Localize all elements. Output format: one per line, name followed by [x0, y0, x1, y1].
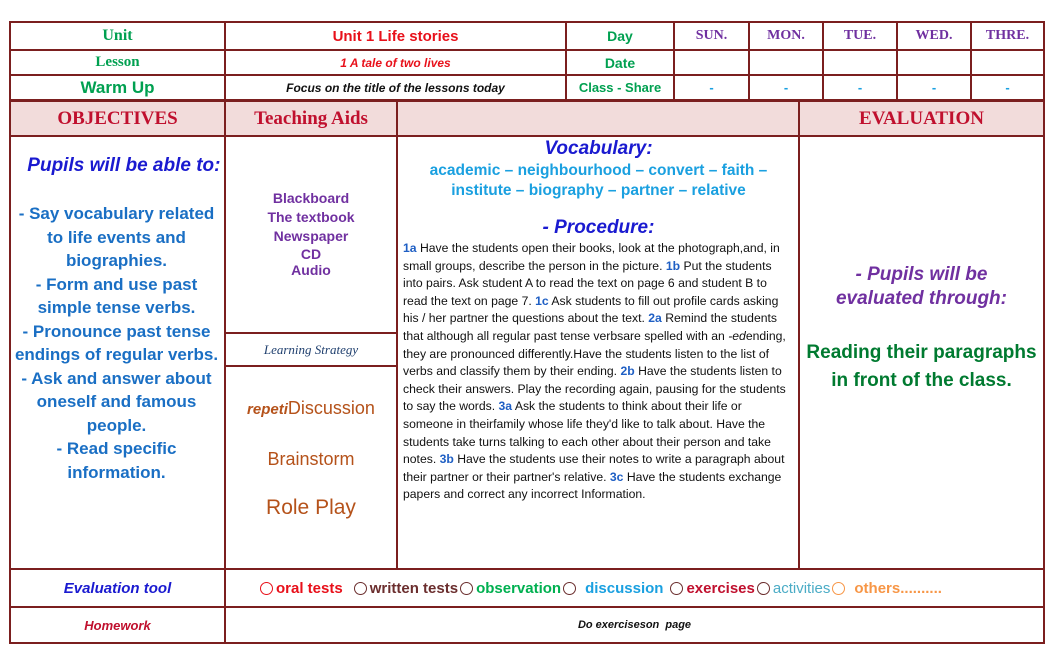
option-discussion[interactable]: discussion — [561, 580, 663, 597]
objective-item: - Ask and answer about oneself and famous people. — [21, 368, 212, 435]
class-share-thu: - — [972, 76, 1043, 101]
class-share-sun: - — [675, 76, 750, 101]
warmup-label-cell — [11, 76, 226, 101]
day-mon: MON. — [750, 23, 824, 51]
evaluation-tool-label-cell — [11, 570, 226, 608]
homework-value-cell — [226, 608, 1043, 642]
aid-item: Newspaper — [273, 228, 349, 244]
lesson-plan-table — [9, 21, 1045, 644]
evaluation-tool-label: Evaluation tool — [63, 579, 172, 597]
day-sun: SUN. — [675, 23, 750, 51]
vocabulary-title: Vocabulary: — [544, 138, 653, 159]
evaluation-header: EVALUATION — [800, 101, 1043, 137]
option-exercises[interactable]: exercises — [668, 580, 754, 597]
lesson-value: 1 A tale of two lives — [340, 55, 451, 70]
class-share-label: Class - Share — [578, 80, 662, 95]
radio-circle-icon[interactable] — [460, 582, 473, 595]
objectives-intro: Pupils will be able to: — [27, 155, 221, 176]
objectives-list — [11, 202, 224, 484]
day-thu: THRE. — [972, 23, 1043, 51]
radio-circle-icon[interactable] — [670, 582, 683, 595]
day-wed: WED. — [898, 23, 972, 51]
radio-circle-icon[interactable] — [563, 582, 576, 595]
lesson-value-cell — [226, 51, 567, 76]
aid-item: Blackboard — [272, 190, 350, 206]
homework-label-cell — [11, 608, 226, 642]
option-oral-tests[interactable]: oral tests — [258, 580, 343, 597]
lesson-label-cell — [11, 51, 226, 76]
date-thu — [972, 51, 1043, 76]
strategy-item: Role Play — [266, 496, 356, 519]
homework-value: Do exerciseson page — [577, 619, 692, 631]
warmup-value: Focus on the title of the lessons today — [286, 80, 505, 95]
class-share-tue: - — [824, 76, 898, 101]
objective-item: - Say vocabulary related to life events and biographies. — [18, 204, 215, 270]
strategy-item: repetiDiscussion — [247, 398, 375, 418]
objectives-cell — [11, 137, 226, 570]
objective-item: - Pronounce past tense endings of regular verbs. — [14, 321, 219, 364]
class-share-label-cell — [567, 76, 675, 101]
evaluation-cell — [800, 137, 1043, 570]
evaluation-tool-options — [226, 570, 1043, 608]
date-sun — [675, 51, 750, 76]
date-tue — [824, 51, 898, 76]
objective-item: - Form and use past simple tense verbs. — [35, 274, 198, 317]
date-label: Date — [604, 54, 636, 71]
homework-label: Homework — [84, 617, 151, 633]
evaluation-intro: - Pupils will be evaluated through: — [835, 264, 1007, 309]
unit-value-cell — [226, 23, 567, 51]
learning-strategy-cell — [226, 367, 398, 570]
date-label-cell — [567, 51, 675, 76]
unit-label-cell — [11, 23, 226, 51]
class-share-mon: - — [750, 76, 824, 101]
date-wed — [898, 51, 972, 76]
teaching-aids-header: Teaching Aids — [226, 101, 398, 137]
procedure-cell — [398, 137, 800, 570]
aid-item: The textbook — [267, 209, 355, 225]
warmup-label: Warm Up — [80, 77, 155, 97]
learning-strategy-label-cell — [226, 334, 398, 367]
aid-item: Audio — [291, 262, 331, 278]
option-observation[interactable]: observation — [458, 580, 561, 597]
radio-circle-icon[interactable] — [260, 582, 273, 595]
option-activities[interactable]: activities — [755, 580, 831, 597]
option-others[interactable]: others.......... — [830, 580, 942, 597]
option-written-tests[interactable]: written tests — [352, 580, 458, 597]
unit-value: Unit 1 Life stories — [332, 27, 459, 45]
learning-strategy-label: Learning Strategy — [263, 341, 359, 357]
objectives-header: OBJECTIVES — [11, 101, 226, 137]
radio-circle-icon[interactable] — [757, 582, 770, 595]
warmup-value-cell — [226, 76, 567, 101]
day-tue: TUE. — [824, 23, 898, 51]
aid-item: CD — [300, 246, 322, 262]
class-share-wed: - — [898, 76, 972, 101]
strategy-item: Brainstorm — [267, 449, 355, 469]
teaching-aids-list — [267, 189, 354, 279]
day-label-cell — [567, 23, 675, 51]
vocabulary-list: academic – neighbourhood – convert – faith – institute – biography – partner – relative — [429, 162, 768, 199]
day-label: Day — [607, 28, 633, 44]
teaching-aids-cell — [226, 137, 398, 334]
unit-label: Unit — [102, 27, 133, 44]
radio-circle-icon[interactable] — [832, 582, 845, 595]
radio-circle-icon[interactable] — [354, 582, 367, 595]
evaluation-method: Reading their paragraphs in front of the class. — [806, 342, 1037, 391]
objective-item: - Read specific information. — [56, 439, 177, 482]
date-mon — [750, 51, 824, 76]
procedure-title: - Procedure: — [542, 217, 655, 238]
procedure-header — [398, 101, 800, 137]
lesson-label: Lesson — [95, 54, 140, 70]
procedure-text: 1a Have the students open their books, look at the photograph,and, in small groups, describe the person in the picture. 1b Put the students into pairs. Ask student A to read the text on page 6 and student B to read the text on page 7. 1c Ask students to fill out profile cards asking his / her partner the questions about the text. 2a Remind the students that although all regular past tense verbsare spelled with an -edending, they are pronounced differently.Have the students listen to the list of verbs and classify them by their ending. 2b Have the students listen to check their answers. Play the recording again, pausing for the students to say the words. 3a Ask the students to think about their life or someone in theirfamily whose life they'd like to talk about. Have the students take turns talking to each other about their person and take notes. 3b Have the students use their notes to write a paragraph about their partner or their partner's relative. 3c Have the students exchange papers and correct any incorrect Information. — [403, 241, 786, 502]
